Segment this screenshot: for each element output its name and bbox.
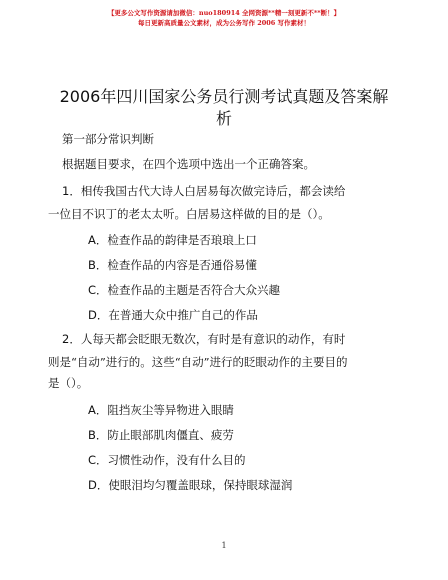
- option-text: 习惯性动作，没有什么目的: [107, 453, 246, 467]
- question-2-option-b: [88, 424, 418, 447]
- question-1-number: 1．: [62, 184, 81, 198]
- option-label: D．: [88, 478, 109, 492]
- question-1-line-2: 一位目不识丁的老太太听。白居易这样做的目的是（）。: [48, 207, 330, 221]
- option-label: C．: [88, 283, 108, 297]
- option-text: 检查作品的主题是否符合大众兴趣: [107, 283, 281, 297]
- question-2-line-3: 是（）。: [48, 376, 89, 390]
- question-1-text-1: 相传我国古代大诗人白居易每次做完诗后，都会读给: [80, 184, 346, 198]
- option-text: 阻挡灰尘等异物进入眼睛: [107, 403, 234, 417]
- question-1-line-1: [62, 180, 392, 203]
- instruction-text: 根据题目要求，在四个选项中选出一个正确答案。: [62, 157, 315, 171]
- option-text: 检查作品的内容是否通俗易懂: [107, 258, 257, 272]
- option-text: 检查作品的韵律是否琅琅上口: [107, 233, 257, 247]
- option-label: A．: [88, 233, 108, 247]
- option-text: 防止眼部肌肉僵直、疲劳: [107, 428, 234, 442]
- question-2-line-1: [62, 328, 392, 351]
- title-line-2: 析: [215, 109, 232, 128]
- banner-line-1: 【更多公文写作资源请加微信：nuo180914 全网资源**精一刻更新不**断！】: [107, 9, 341, 17]
- option-text: 在普通大众中推广自己的作品: [108, 308, 258, 322]
- option-label: D．: [88, 308, 109, 322]
- question-1-option-b: [88, 254, 418, 277]
- document-title: [50, 86, 398, 130]
- page-number: 1: [221, 541, 227, 550]
- question-2-text-1: 人每天都会眨眼无数次，有时是有意识的动作，有时: [80, 332, 346, 346]
- question-2-option-a: [88, 399, 418, 422]
- option-text: 使眼泪均匀覆盖眼球，保持眼球湿润: [108, 478, 293, 492]
- option-label: B．: [88, 258, 108, 272]
- section-heading: 第一部分常识判断: [62, 132, 154, 146]
- question-2-option-d: [88, 474, 418, 497]
- option-label: C．: [88, 453, 108, 467]
- question-2-option-c: [88, 449, 418, 472]
- option-label: B．: [88, 428, 108, 442]
- header-banner: [0, 8, 448, 28]
- question-2-number: 2．: [62, 332, 81, 346]
- question-1-option-a: [88, 229, 418, 252]
- question-1-option-c: [88, 279, 418, 302]
- question-2-line-2: 则是“自动”进行的。这些“自动”进行的眨眼动作的主要目的: [48, 355, 348, 369]
- title-line-1: 2006年四川国家公务员行测考试真题及答案解: [59, 87, 389, 106]
- option-label: A．: [88, 403, 108, 417]
- question-1-option-d: [88, 304, 418, 327]
- banner-line-2: 每日更新高质量公文素材，成为公务写作 2006 写作素材！: [137, 19, 311, 27]
